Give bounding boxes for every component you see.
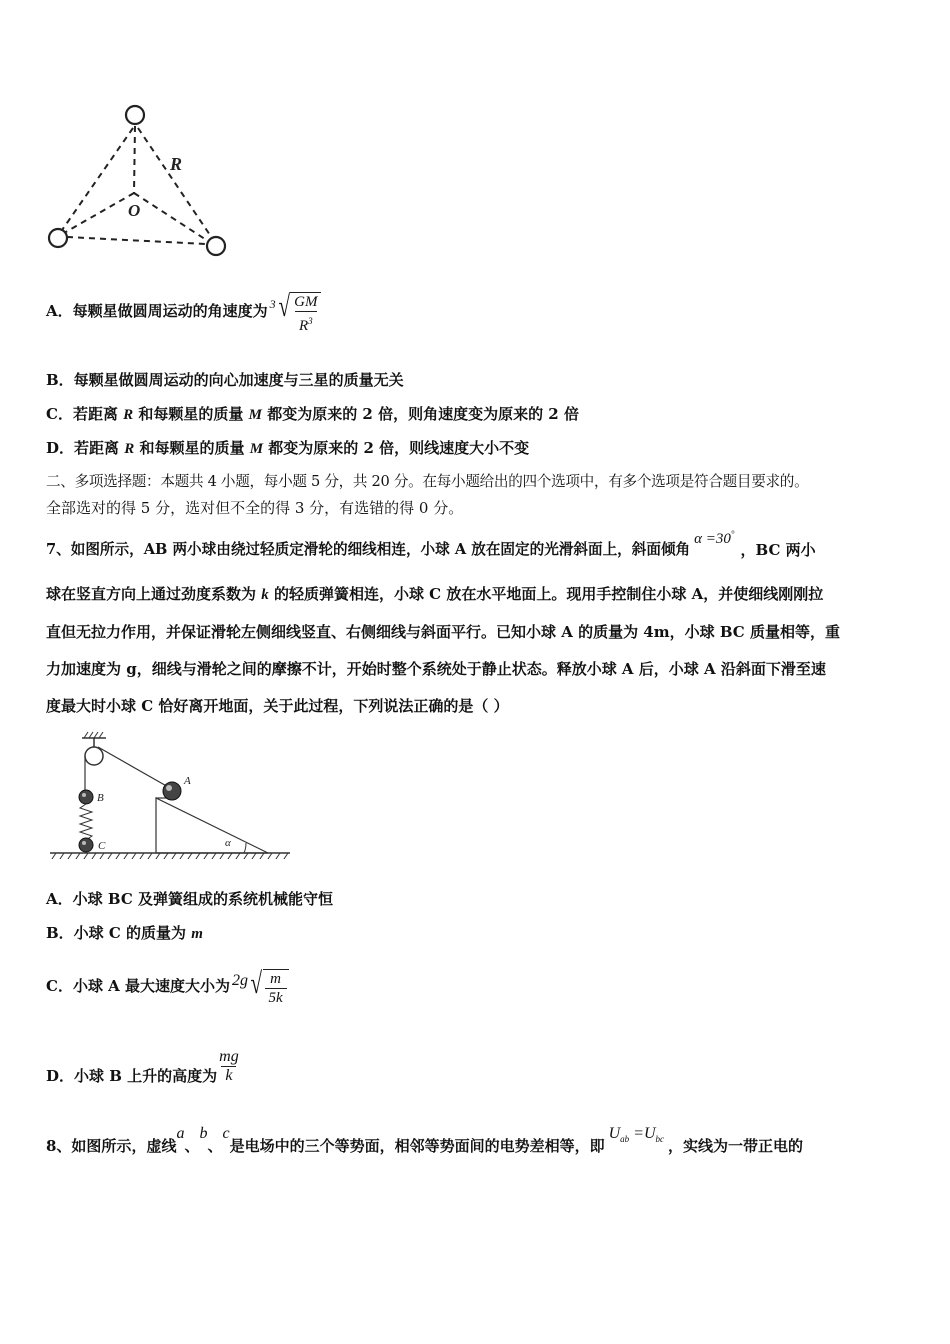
q6-option-a-frac: $\frac{GM}{R^3}$ xyxy=(294,293,318,334)
q7-stem-line1: 7、如图所示，AB 两小球由绕过轻质定滑轮的细线相连，小球 A 放在固定的光滑斜面上，斜面倾角 α =30° ，BC 两小 xyxy=(46,524,816,566)
q8-potential-eq: $U_{ab} =U_{bc}$ xyxy=(608,1125,665,1145)
q7-option-c-sqrt: √ $\frac{m}{5k}$ xyxy=(248,965,289,1007)
q7-stem-line5: 度最大时小球 C 恰好离开地面，关于此过程，下列说法正确的是（ ） xyxy=(46,697,509,715)
label-r: R xyxy=(170,154,183,174)
section2-instructions-line2: 全部选对的得 5 分，选对但不全的得 3 分，有选错的得 0 分。 xyxy=(46,499,464,517)
q7-option-b: B．小球 C 的质量为 m xyxy=(46,924,203,942)
q6-option-a-text: A．每颗星做圆周运动的角速度为 xyxy=(46,302,268,320)
label-b: B xyxy=(97,792,104,804)
q7-option-d-frac: $\frac{mg}{k}$ xyxy=(219,1047,239,1084)
pulley-incline-diagram xyxy=(48,730,298,862)
q7-angle: α =30° xyxy=(694,529,735,547)
incline xyxy=(156,798,268,853)
star-top xyxy=(126,106,144,124)
radius-top xyxy=(134,126,135,193)
q6-option-a-coef: 3 xyxy=(269,297,276,311)
ball-b xyxy=(79,790,93,804)
q7-option-c-frac: $\frac{m}{5k}$ xyxy=(265,970,287,1007)
q7-option-c-coef: 2g xyxy=(232,972,249,989)
three-star-diagram xyxy=(40,98,240,266)
q7-option-d: D．小球 B 上升的高度为 $\frac{mg}{k}$ xyxy=(46,1047,239,1085)
label-alpha: α xyxy=(225,837,231,849)
ball-a xyxy=(163,782,181,800)
q6-option-a xyxy=(46,286,321,336)
star-left xyxy=(49,229,67,247)
side-top-left xyxy=(60,128,133,233)
q7-stem-line2: 球在竖直方向上通过劲度系数为 k 的轻质弹簧相连，小球 C 放在水平地面上。现用手控制住小球 A，并使细线刚刚拉 xyxy=(46,585,824,603)
section2-instructions-line1: 二、多项选择题：本题共 4 小题，每小题 5 分，共 20 分。在每小题给出的四个选项中，有多个选项是符合题目要求的。 xyxy=(46,473,809,490)
ball-c xyxy=(79,838,93,852)
q7-stem-line3: 直但无拉力作用，并保证滑轮左侧细线竖直、右侧细线与斜面平行。已知小球 A 的质量为 4m，小球 BC 质量相等，重 xyxy=(46,623,840,641)
side-top-right xyxy=(138,128,212,238)
q6-option-a-sqrt: √ $\frac{GM}{R^3}$ xyxy=(276,288,322,335)
label-c: C xyxy=(98,840,106,852)
radius-right xyxy=(134,193,208,241)
side-bottom xyxy=(67,237,206,244)
q8-stem: 8、如图所示，虚线 a 、 b 、 c 是电场中的三个等势面，相邻等势面间的电势差相等，即 $U_{ab} =U_{bc}$ ，实线为一带正电的 xyxy=(46,1125,804,1155)
label-a: A xyxy=(184,775,191,787)
q7-option-a: A．小球 BC 及弹簧组成的系统机械能守恒 xyxy=(46,890,333,908)
q6-option-c: C．若距离 R 和每颗星的质量 M 都变为原来的 2 倍，则角速度变为原来的 2 倍 xyxy=(46,405,579,423)
star-right xyxy=(207,237,225,255)
spring xyxy=(80,804,92,840)
label-o: O xyxy=(128,201,141,220)
q7-stem-line4: 力加速度为 g，细线与滑轮之间的摩擦不计，开始时整个系统处于静止状态。释放小球 A 后，小球 A 沿斜面下滑至速 xyxy=(46,660,826,678)
pulley xyxy=(85,747,103,765)
q6-option-b: B．每颗星做圆周运动的向心加速度与三星的质量无关 xyxy=(46,371,404,389)
q6-option-d: D．若距离 R 和每颗星的质量 M 都变为原来的 2 倍，则线速度大小不变 xyxy=(46,439,530,457)
q7-option-c: C．小球 A 最大速度大小为 2g √ $\frac{m}{5k}$ xyxy=(46,958,289,1014)
